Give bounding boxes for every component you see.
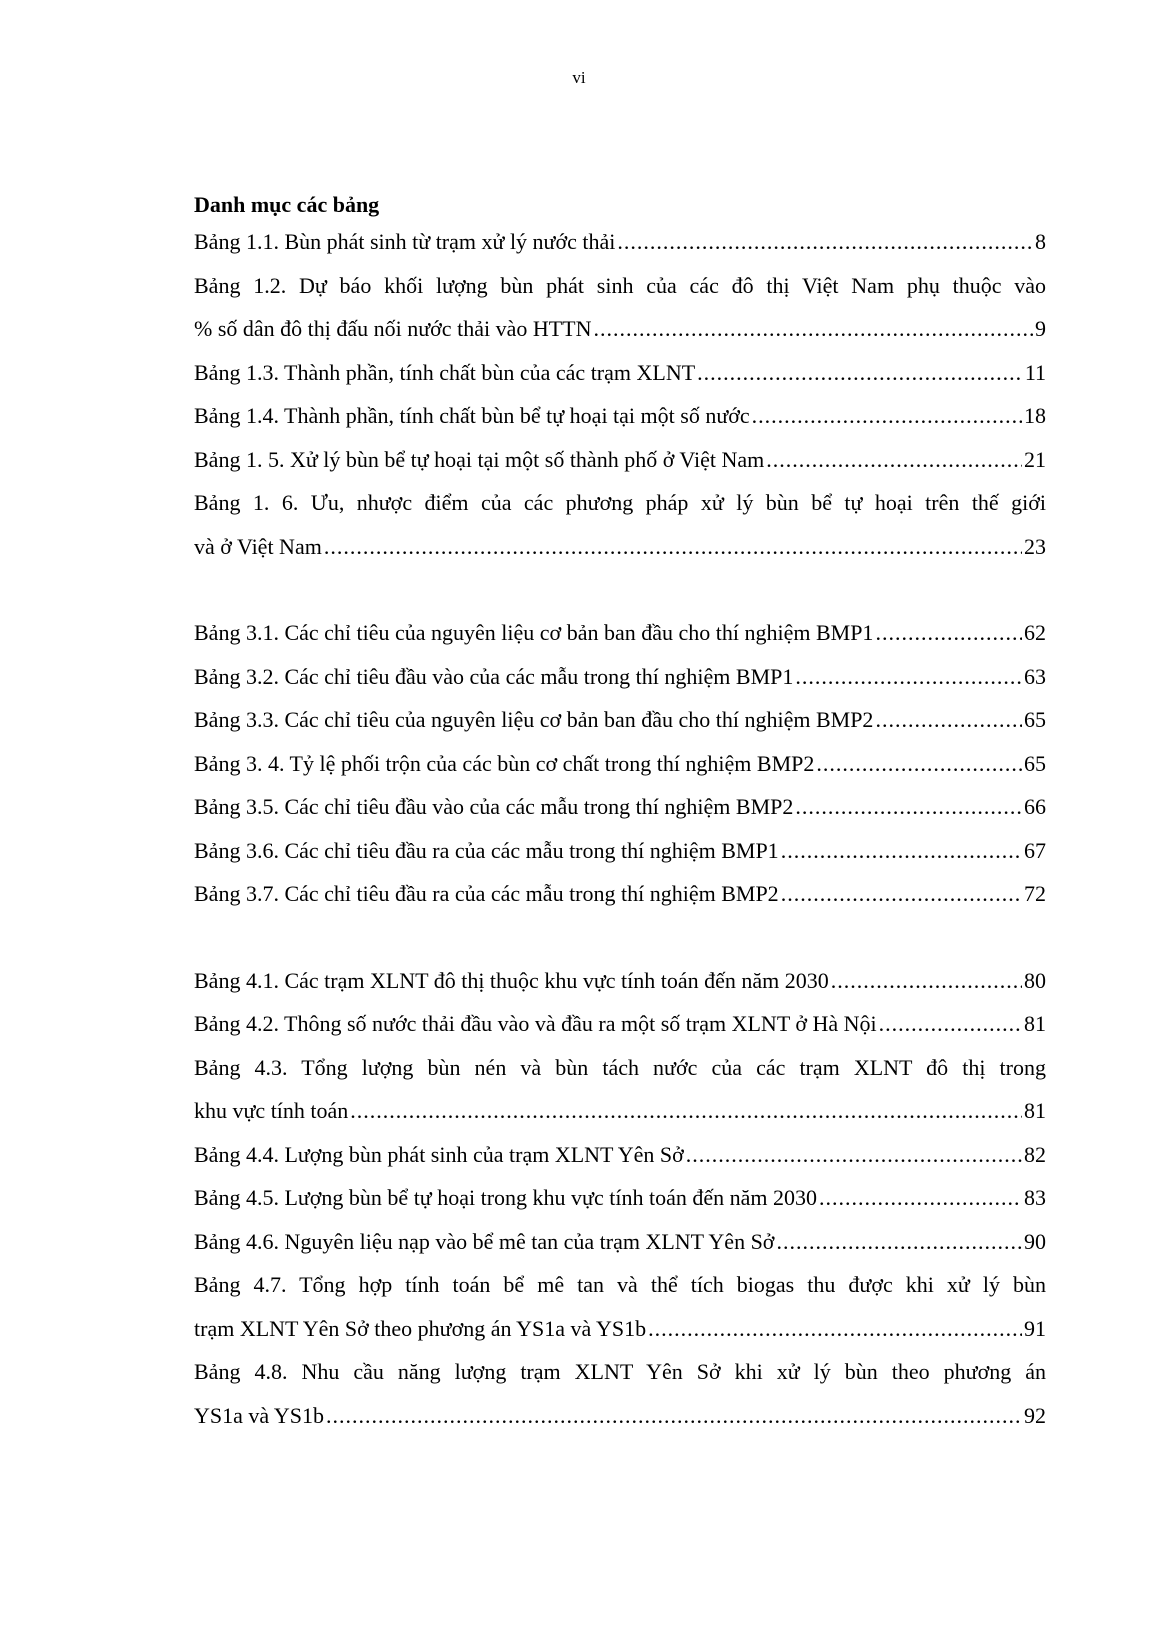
toc-entry[interactable] — [194, 1263, 1046, 1350]
dot-leader — [879, 1002, 1022, 1046]
dot-leader — [781, 829, 1022, 873]
entry-page-number: 67 — [1024, 837, 1046, 863]
entry-title: và ở Việt Nam — [194, 533, 322, 559]
entry-page-number: 91 — [1024, 1315, 1046, 1341]
entry-title: khu vực tính toán — [194, 1098, 349, 1123]
entry-page-number: 9 — [1035, 316, 1046, 341]
entry-page-number: 63 — [1024, 663, 1046, 689]
entry-title-line: Bảng 4.3. Tổng lượng bùn nén và bùn tách nước của các trạm XLNT đô thị trong — [194, 1054, 1046, 1080]
entry-page-number: 90 — [1024, 1228, 1046, 1254]
entry-last-line — [194, 438, 1046, 482]
toc-entry[interactable] — [194, 742, 1046, 786]
list-heading: Danh mục các bảng — [194, 192, 380, 217]
entry-title-line: Bảng 4.7. Tổng hợp tính toán bể mê tan và thể tích biogas thu được khi xử lý bùn — [194, 1272, 1046, 1297]
dot-leader — [617, 220, 1033, 264]
entry-last-line — [194, 307, 1046, 351]
toc-entry[interactable] — [194, 481, 1046, 568]
toc-groups — [194, 220, 1046, 1437]
entry-last-line — [194, 698, 1046, 742]
toc-entry[interactable] — [194, 351, 1046, 395]
entry-title: Bảng 4.5. Lượng bùn bể tự hoại trong khu vực tính toán đến năm 2030 — [194, 1185, 817, 1210]
toc-entry[interactable] — [194, 655, 1046, 699]
dot-leader — [875, 611, 1022, 655]
toc-entry[interactable] — [194, 829, 1046, 873]
entry-title: Bảng 3.1. Các chỉ tiêu của nguyên liệu cơ bản ban đầu cho thí nghiệm BMP1 — [194, 620, 874, 645]
toc-entry[interactable] — [194, 1176, 1046, 1220]
dot-leader — [776, 1220, 1022, 1264]
entry-title: trạm XLNT Yên Sở theo phương án YS1a và YS1b — [194, 1315, 647, 1341]
entry-last-line — [194, 1089, 1046, 1133]
entry-page-number: 83 — [1024, 1185, 1046, 1210]
entry-last-line — [194, 525, 1046, 569]
entry-last-line — [194, 220, 1046, 264]
entry-title-line: Bảng 1.2. Dự báo khối lượng bùn phát sinh của các đô thị Việt Nam phụ thuộc vào — [194, 272, 1046, 298]
entry-title: Bảng 4.2. Thông số nước thải đầu vào và đầu ra một số trạm XLNT ở Hà Nội — [194, 1011, 877, 1036]
entry-last-line — [194, 742, 1046, 786]
toc-entry[interactable] — [194, 698, 1046, 742]
entry-last-line — [194, 959, 1046, 1003]
entry-last-line — [194, 1394, 1046, 1438]
entry-page-number: 23 — [1024, 533, 1046, 559]
entry-page-number: 82 — [1024, 1141, 1046, 1167]
toc-entry[interactable] — [194, 1046, 1046, 1133]
toc-entry[interactable] — [194, 394, 1046, 438]
entry-title: Bảng 4.1. Các trạm XLNT đô thị thuộc khu vực tính toán đến năm 2030 — [194, 967, 829, 993]
entry-page-number: 81 — [1024, 1011, 1046, 1036]
toc-entry[interactable] — [194, 1220, 1046, 1264]
entry-page-number: 8 — [1035, 229, 1046, 254]
dot-leader — [648, 1307, 1022, 1351]
toc-entry[interactable] — [194, 1350, 1046, 1437]
page-number: vi — [572, 68, 586, 87]
entry-title: Bảng 1.3. Thành phần, tính chất bùn của các trạm XLNT — [194, 359, 696, 385]
entry-title: Bảng 1.1. Bùn phát sinh từ trạm xử lý nước thải — [194, 229, 616, 254]
toc-entry[interactable] — [194, 220, 1046, 264]
entry-last-line — [194, 394, 1046, 438]
entry-last-line — [194, 872, 1046, 916]
entry-title: % số dân đô thị đấu nối nước thải vào HTTN — [194, 316, 592, 341]
dot-leader — [593, 307, 1033, 351]
entry-title: Bảng 3.7. Các chỉ tiêu đầu ra của các mẫu trong thí nghiệm BMP2 — [194, 881, 779, 906]
toc-entry[interactable] — [194, 611, 1046, 655]
toc-entry[interactable] — [194, 264, 1046, 351]
dot-leader — [350, 1089, 1022, 1133]
dot-leader — [752, 394, 1022, 438]
entry-title: Bảng 4.6. Nguyên liệu nạp vào bể mê tan của trạm XLNT Yên Sở — [194, 1228, 775, 1254]
entry-last-line — [194, 1220, 1046, 1264]
entry-last-line — [194, 785, 1046, 829]
entry-last-line — [194, 829, 1046, 873]
entry-page-number: 92 — [1024, 1402, 1046, 1428]
dot-leader — [819, 1176, 1022, 1220]
dot-leader — [697, 351, 1023, 395]
toc-entry[interactable] — [194, 959, 1046, 1003]
entry-page-number: 65 — [1024, 707, 1046, 732]
entry-page-number: 66 — [1024, 794, 1046, 819]
entry-title: Bảng 3.6. Các chỉ tiêu đầu ra của các mẫu trong thí nghiệm BMP1 — [194, 837, 779, 863]
entry-title: YS1a và YS1b — [194, 1402, 324, 1428]
entry-last-line — [194, 655, 1046, 699]
toc-entry[interactable] — [194, 872, 1046, 916]
entry-last-line — [194, 611, 1046, 655]
entry-page-number: 18 — [1024, 403, 1046, 428]
entry-title: Bảng 4.4. Lượng bùn phát sinh của trạm XLNT Yên Sở — [194, 1141, 684, 1167]
entry-title: Bảng 3. 4. Tỷ lệ phối trộn của các bùn cơ chất trong thí nghiệm BMP2 — [194, 750, 815, 776]
entry-title: Bảng 1.4. Thành phần, tính chất bùn bể tự hoại tại một số nước — [194, 403, 750, 428]
dot-leader — [781, 872, 1022, 916]
toc-group — [194, 220, 1046, 568]
entry-page-number: 21 — [1024, 446, 1046, 472]
entry-title-line: Bảng 4.8. Nhu cầu năng lượng trạm XLNT Yên Sở khi xử lý bùn theo phương án — [194, 1359, 1046, 1384]
dot-leader — [324, 525, 1022, 569]
entry-page-number: 80 — [1024, 967, 1046, 993]
dot-leader — [831, 959, 1022, 1003]
table-of-tables — [194, 190, 1046, 1437]
entry-page-number: 72 — [1024, 881, 1046, 906]
entry-page-number: 11 — [1024, 359, 1046, 385]
entry-title: Bảng 3.2. Các chỉ tiêu đầu vào của các mẫu trong thí nghiệm BMP1 — [194, 663, 794, 689]
dot-leader — [875, 698, 1022, 742]
dot-leader — [686, 1133, 1022, 1177]
entry-last-line — [194, 351, 1046, 395]
dot-leader — [326, 1394, 1022, 1438]
entry-title: Bảng 1. 5. Xử lý bùn bể tự hoại tại một số thành phố ở Việt Nam — [194, 446, 765, 472]
entry-page-number: 62 — [1024, 620, 1046, 645]
toc-entry[interactable] — [194, 1002, 1046, 1046]
toc-group — [194, 959, 1046, 1438]
dot-leader — [795, 785, 1022, 829]
entry-title: Bảng 3.5. Các chỉ tiêu đầu vào của các mẫu trong thí nghiệm BMP2 — [194, 794, 794, 819]
entry-last-line — [194, 1002, 1046, 1046]
entry-last-line — [194, 1133, 1046, 1177]
entry-title-line: Bảng 1. 6. Ưu, nhược điểm của các phương pháp xử lý bùn bể tự hoại trên thế giới — [194, 490, 1046, 515]
dot-leader — [816, 742, 1022, 786]
toc-entry[interactable] — [194, 785, 1046, 829]
toc-entry[interactable] — [194, 438, 1046, 482]
toc-group — [194, 611, 1046, 916]
dot-leader — [766, 438, 1022, 482]
entry-page-number: 65 — [1024, 750, 1046, 776]
entry-page-number: 81 — [1024, 1098, 1046, 1123]
entry-last-line — [194, 1176, 1046, 1220]
dot-leader — [795, 655, 1022, 699]
entry-last-line — [194, 1307, 1046, 1351]
entry-title: Bảng 3.3. Các chỉ tiêu của nguyên liệu cơ bản ban đầu cho thí nghiệm BMP2 — [194, 707, 874, 732]
toc-entry[interactable] — [194, 1133, 1046, 1177]
